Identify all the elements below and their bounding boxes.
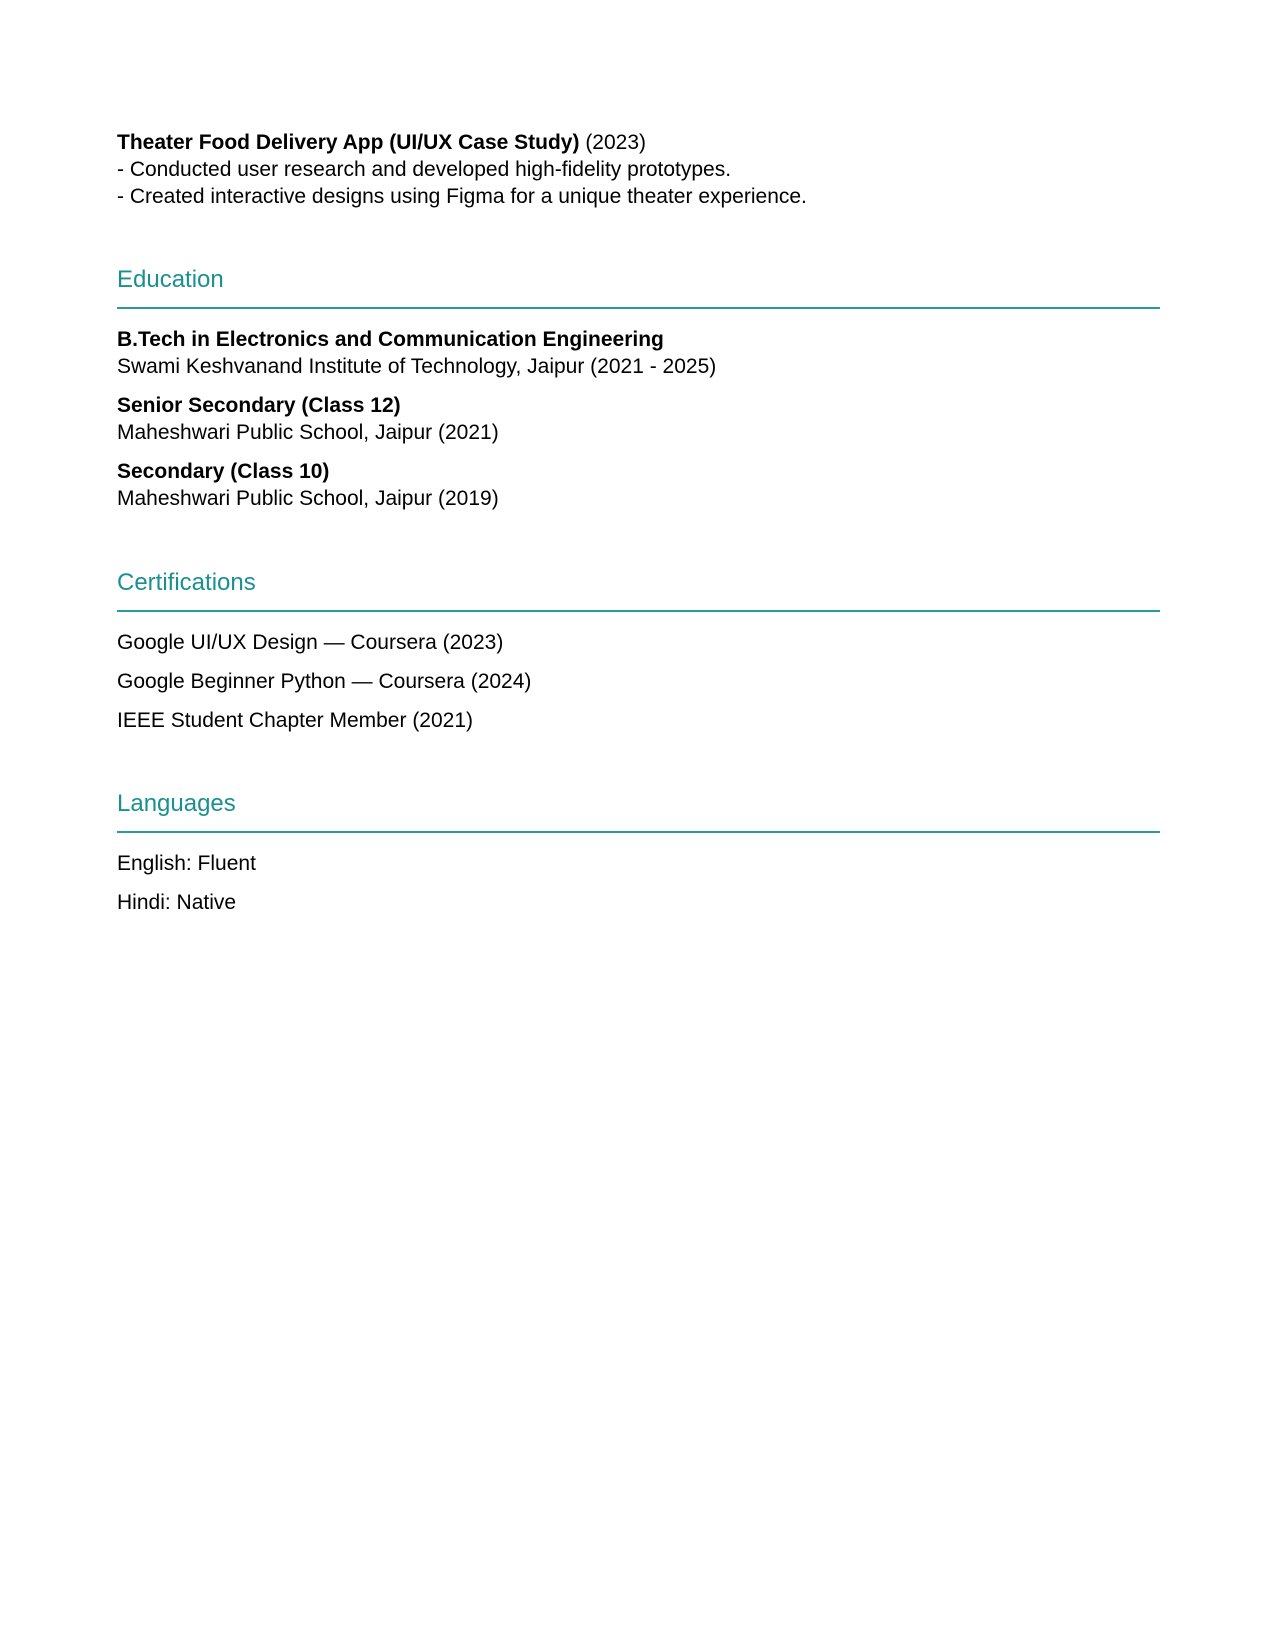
certification-item: Google Beginner Python — Coursera (2024): [117, 670, 532, 693]
language-item: Hindi: Native: [117, 891, 237, 914]
certification-item: IEEE Student Chapter Member (2021): [117, 709, 474, 732]
education-degree: B.Tech in Electronics and Communication Engineering: [117, 328, 664, 351]
language-item: English: Fluent: [117, 852, 256, 875]
section-heading-education: Education: [117, 266, 224, 293]
education-detail: Maheshwari Public School, Jaipur (2021): [117, 421, 499, 444]
education-detail: Maheshwari Public School, Jaipur (2019): [117, 487, 499, 510]
section-heading-certifications: Certifications: [117, 569, 256, 596]
project-title-line: [117, 130, 646, 156]
project-bullet: - Created interactive designs using Figma for a unique theater experience.: [117, 185, 807, 208]
project-year: (2023): [579, 131, 647, 154]
education-detail: Swami Keshvanand Institute of Technology, Jaipur (2021 - 2025): [117, 355, 717, 378]
certification-item: Google UI/UX Design — Coursera (2023): [117, 631, 504, 654]
section-divider: [117, 307, 1160, 309]
project-bullet: - Conducted user research and developed high-fidelity prototypes.: [117, 158, 732, 181]
project-title: Theater Food Delivery App (UI/UX Case Study): [117, 131, 580, 154]
section-heading-languages: Languages: [117, 790, 236, 817]
section-divider: [117, 831, 1160, 833]
education-degree: Senior Secondary (Class 12): [117, 394, 401, 417]
section-divider: [117, 610, 1160, 612]
education-degree: Secondary (Class 10): [117, 460, 330, 483]
